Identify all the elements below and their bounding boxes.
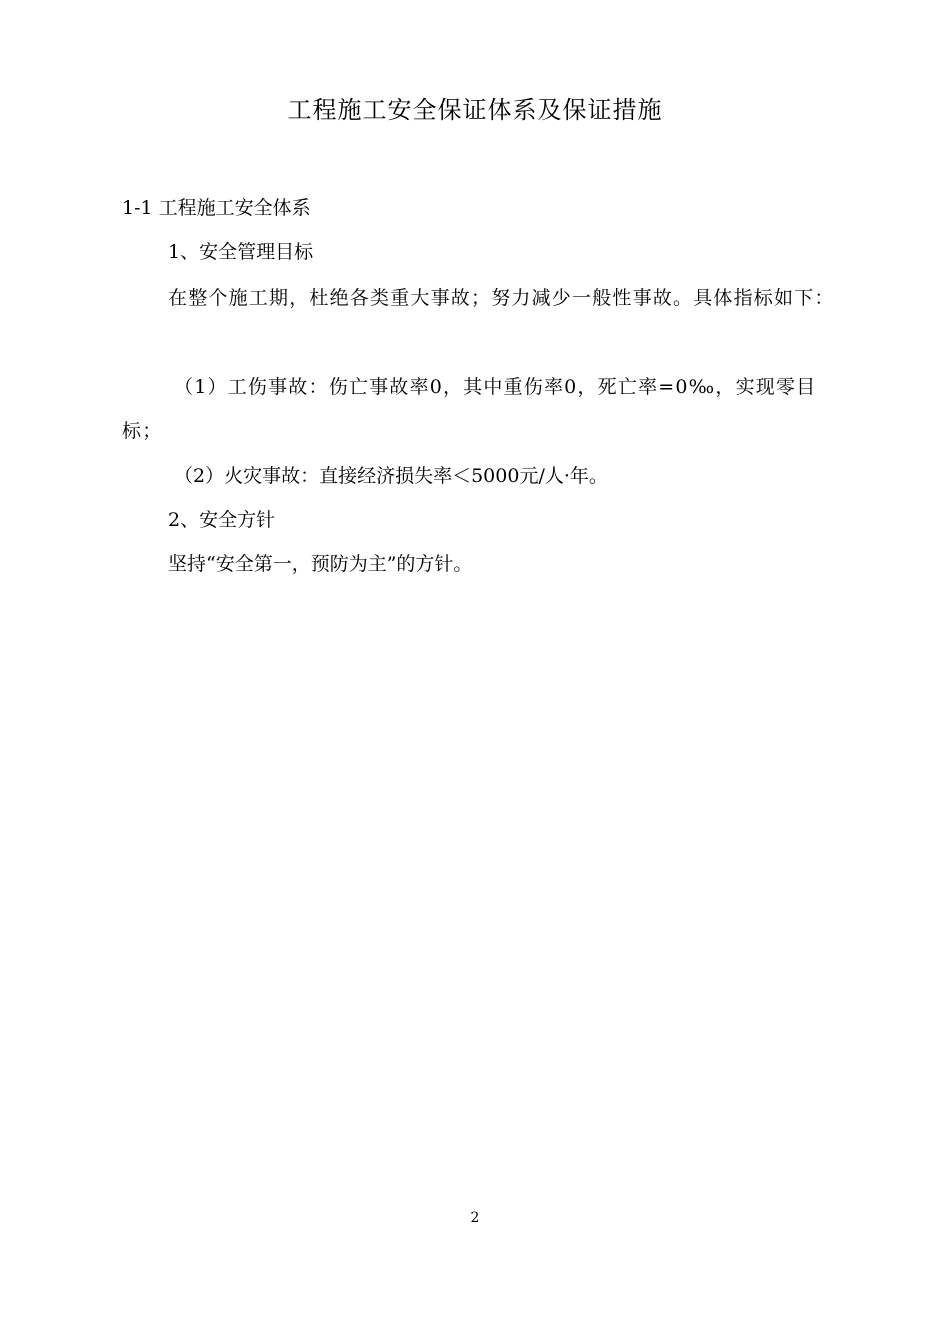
target1-paragraph: （1）工伤事故：伤亡事故率0，其中重伤率0，死亡率=0‰，实现零目标； xyxy=(122,376,817,442)
document-title: 工程施工安全保证体系及保证措施 xyxy=(287,96,663,124)
section-heading: 1-1 工程施工安全体系 xyxy=(122,197,311,219)
target2-paragraph: （2）火灾事故：直接经济损失率＜5000元/人·年。 xyxy=(174,465,608,487)
item2-heading: 2、安全方针 xyxy=(168,509,276,531)
item1-paragraph: 在整个施工期，杜绝各类重大事故；努力减少一般性事故。具体指标如下： xyxy=(168,287,835,309)
item2-paragraph: 坚持“安全第一，预防为主”的方针。 xyxy=(168,553,473,575)
page-number: 2 xyxy=(470,1210,480,1226)
item1-heading: 1、安全管理目标 xyxy=(168,241,314,263)
